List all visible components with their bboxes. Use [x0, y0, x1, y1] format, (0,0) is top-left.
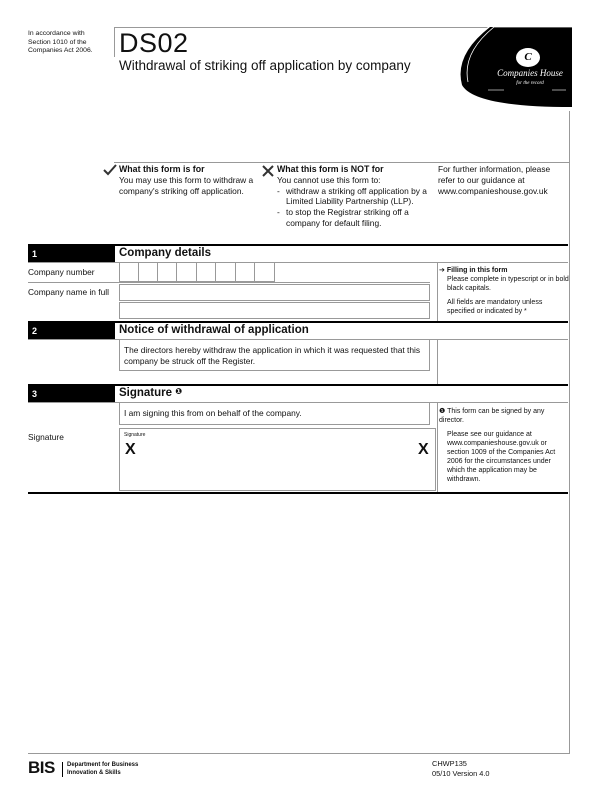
mandatory-note: All fields are mandatory unless specified or indicated by * [447, 299, 543, 315]
section-1-subrule [28, 262, 568, 263]
company-number-label: Company number [28, 267, 95, 277]
not-purpose-list [277, 186, 427, 229]
bis-logo: BIS [28, 758, 55, 777]
section-3-number: 3 [28, 386, 115, 402]
section-1-number: 1 [28, 246, 115, 262]
section-3-title-text: Signature [119, 387, 173, 399]
list-item: - withdraw a striking off application by a Limited Liability Partnership (LLP). [277, 186, 427, 208]
dept-line-2: Innovation & Skills [67, 769, 121, 776]
withdrawal-statement [119, 340, 430, 371]
list-item: - to stop the Registrar striking off a company for default filing. [277, 207, 427, 229]
check-icon [103, 164, 117, 176]
signature-box[interactable] [119, 428, 436, 491]
companies-house-logo [448, 27, 572, 111]
logo-tagline: for the record [516, 81, 544, 86]
filling-in-text: Please complete in typescript or in bold black capitals. [447, 276, 569, 292]
company-name-input-line-2[interactable] [119, 302, 430, 319]
dept-line-1: Department for Business [67, 762, 139, 768]
logo-name: Companies House [497, 68, 563, 78]
withdrawal-text: The directors hereby withdraw the application in which it was requested that this company be struck off the Register. [124, 345, 421, 366]
company-name-label: Company name in full [28, 287, 109, 297]
arrow-right-icon: ➔ [439, 267, 447, 274]
cross-icon [262, 165, 274, 177]
intro-top-rule [114, 162, 570, 163]
footer-rule [28, 753, 570, 754]
signature-side-note: This form can be signed by any director. [439, 408, 545, 424]
form-not-purpose [277, 164, 427, 229]
company-name-input-line-1[interactable] [119, 284, 430, 301]
filling-in-heading: Filling in this form [446, 267, 508, 274]
side-divider-3 [437, 402, 438, 493]
sign-here-left-icon: X [125, 441, 136, 458]
section-3-title [119, 387, 182, 399]
form-code: DS02 [119, 28, 189, 58]
section-1-title: Company details [119, 247, 212, 259]
bis-department [62, 762, 138, 777]
section-2-title: Notice of withdrawal of application [119, 324, 309, 336]
section-2-number: 2 [28, 323, 115, 339]
form-purpose [119, 164, 259, 196]
note-1-marker-icon: ❶ [439, 408, 448, 415]
note-1-icon: ❶ [175, 387, 183, 396]
purpose-heading: What this form is for [119, 164, 205, 174]
signature-box-label: Signature [124, 432, 146, 438]
company-number-input[interactable] [119, 263, 275, 282]
signature-label: Signature [28, 432, 64, 442]
sign-here-right-icon: X [418, 441, 429, 458]
version-text: 05/10 Version 4.0 [432, 768, 490, 778]
further-info: For further information, please refer to our guidance at www.companieshouse.gov.uk [438, 164, 551, 196]
side-divider-1 [437, 262, 438, 322]
right-border [569, 27, 570, 753]
side-divider-2 [437, 339, 438, 384]
section-3-bottom-rule [28, 492, 568, 494]
form-title: Withdrawal of striking off application by company [119, 58, 411, 73]
signature-help [439, 407, 569, 484]
form-reference: CHWP135 [432, 759, 467, 768]
header-divider [114, 27, 115, 57]
filling-in-help [439, 266, 569, 316]
signing-statement [119, 403, 430, 425]
row-rule [28, 282, 430, 283]
form-version [432, 759, 490, 778]
logo-emblem: C [516, 48, 540, 67]
not-purpose-text: You cannot use this form to: [277, 174, 381, 185]
not-purpose-heading: What this form is NOT for [277, 164, 384, 174]
legislation-note: In accordance with Section 1010 of the Companies Act 2006. [28, 30, 93, 55]
signature-guidance: Please see our guidance at www.companieshouse.gov.uk or section 1009 of the Companies Act 2006 for the circumstances under which the application may be withdrawn. [447, 431, 556, 483]
purpose-text: You may use this form to withdraw a company's striking off application. [119, 174, 254, 196]
signing-text: I am signing this from on behalf of the company. [124, 408, 302, 418]
